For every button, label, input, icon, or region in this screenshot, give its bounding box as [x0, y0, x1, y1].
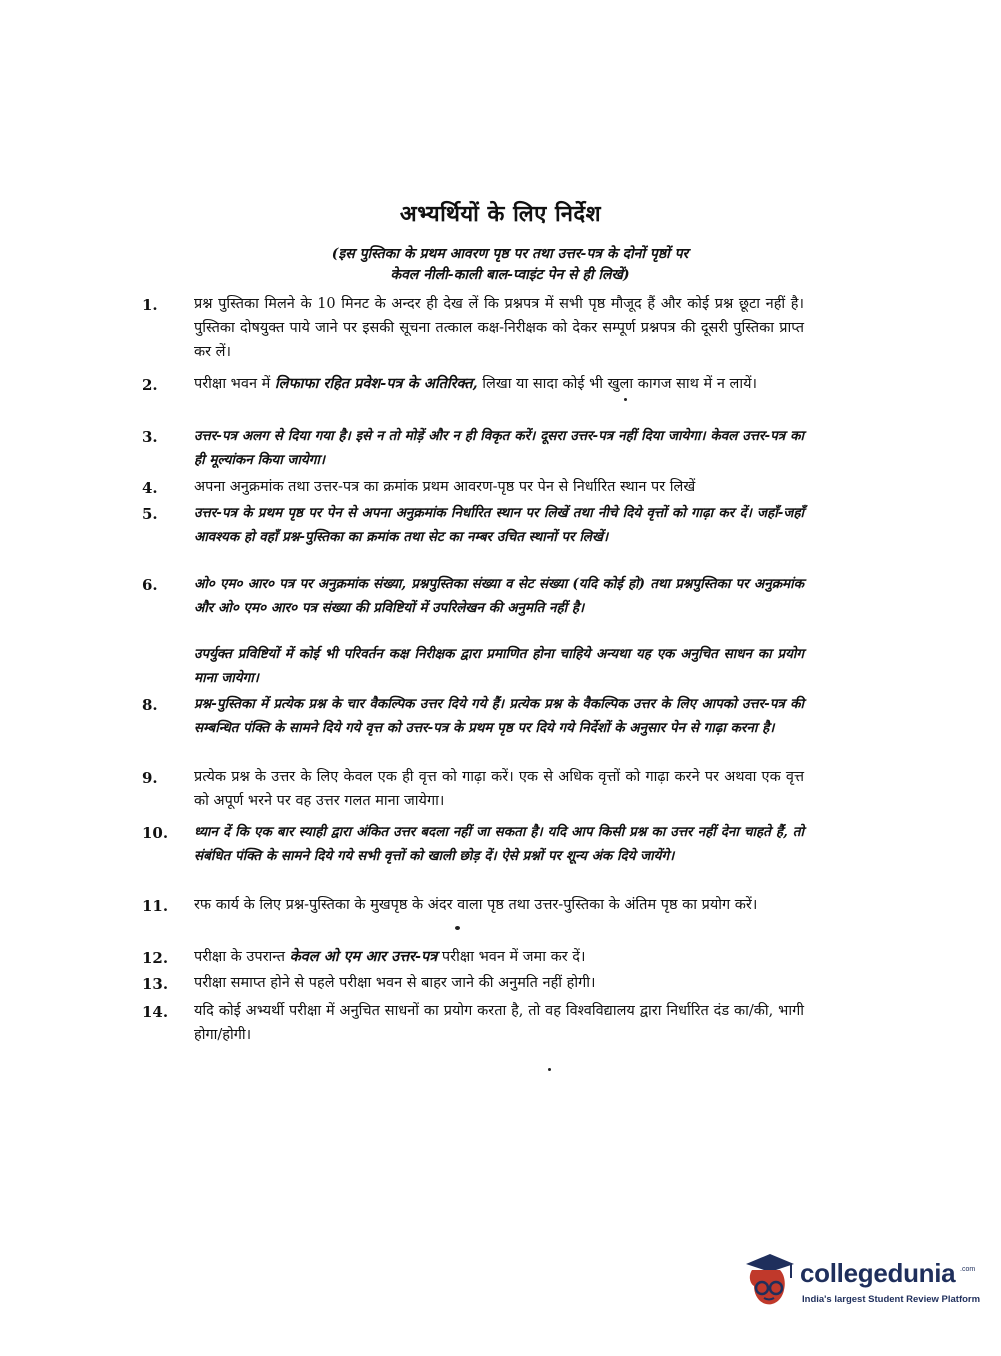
instruction-item [142, 765, 812, 813]
logo-domain: .com [960, 1266, 976, 1273]
instruction-text: परीक्षा समाप्त होने से पहले परीक्षा भवन से बाहर जाने की अनुमति नहीं होगी। [194, 975, 596, 991]
subtitle-line-1: (इस पुस्तिका के प्रथम आवरण पृष्ठ पर तथा उत्तर-पत्र के दोनों पृष्ठों पर [331, 246, 689, 262]
instruction-text-pre: परीक्षा भवन में [194, 376, 271, 392]
instruction-item [142, 372, 812, 396]
instruction-text: प्रत्येक प्रश्न के उत्तर के लिए केवल एक ही वृत्त को गाढ़ा करें। एक से अधिक वृत्तों को गाढ़ा करने पर अथवा एक वृत्त को अपूर्ण भरने पर वह उत्तर गलत माना जायेगा। [194, 769, 804, 809]
instruction-text: प्रश्न-पुस्तिका में प्रत्येक प्रश्न के चार वैकल्पिक उत्तर दिये गये हैं। प्रत्येक प्रश्न के वैकल्पिक उत्तर के लिए आपको उत्तर-पत्र की सम्बन्धित पंक्ति के सामने दिये गये वृत्त को उत्तर-पत्र के प्रथम पृष्ठ पर दिये गये निर्देशों के अनुसार पेन से गाढ़ा करना है। [194, 696, 804, 736]
instruction-item [142, 292, 812, 364]
instruction-number: 4. [142, 479, 158, 497]
instruction-text-pre: परीक्षा के उपरान्त [194, 949, 286, 965]
collegedunia-logo [740, 1250, 981, 1316]
scan-speck [624, 398, 627, 401]
page-title: अभ्यर्थियों के लिए निर्देश [399, 201, 602, 227]
instruction-text-post: परीक्षा भवन में जमा कर दें। [441, 949, 586, 965]
instruction-item [142, 572, 812, 620]
logo-tagline: India's largest Student Review Platform [802, 1294, 981, 1305]
instruction-text [194, 945, 804, 969]
scan-speck [548, 1068, 551, 1071]
instruction-item [142, 424, 812, 472]
logo-name: collegedunia [800, 1258, 956, 1288]
instruction-item [142, 971, 812, 995]
instruction-item [142, 692, 812, 740]
instruction-item [142, 893, 812, 917]
instruction-item [142, 999, 812, 1047]
instruction-text [194, 372, 804, 396]
instruction-note: उपर्युक्त प्रविष्टियों में कोई भी परिवर्तन कक्ष निरीक्षक द्वारा प्रमाणित होना चाहिये अन्यथा यह एक अनुचित साधन का प्रयोग माना जायेगा। [194, 646, 804, 686]
instruction-text-post: लिखा या सादा कोई भी खुला कागज साथ में न लायें। [482, 376, 757, 392]
instruction-number: 1. [142, 296, 158, 314]
instruction-number: 13. [142, 975, 169, 993]
instruction-number: 9. [142, 769, 158, 787]
instruction-text: उत्तर-पत्र के प्रथम पृष्ठ पर पेन से अपना अनुक्रमांक निर्धारित स्थान पर लिखें तथा नीचे दिये वृत्तों को गाढ़ा कर दें। जहाँ-जहाँ आवश्यक हो वहाँ प्रश्न-पुस्तिका का क्रमांक तथा सेट का नम्बर उचित स्थानों पर लिखें। [194, 505, 804, 545]
instruction-item [142, 475, 812, 499]
instruction-item [142, 945, 812, 969]
subtitle-line-2: केवल नीली-काली बाल-प्वाइंट पेन से ही लिखें) [390, 267, 630, 283]
instruction-text: प्रश्न पुस्तिका मिलने के 10 मिनट के अन्दर ही देख लें कि प्रश्नपत्र में सभी पृष्ठ मौजूद हैं और कोई प्रश्न छूटा नहीं है। पुस्तिका दोषयुक्त पाये जाने पर इसकी सूचना तत्काल कक्ष-निरीक्षक को देकर सम्पूर्ण प्रश्नपत्र की दूसरी पुस्तिका प्राप्त कर लें। [194, 296, 804, 360]
instruction-text: रफ कार्य के लिए प्रश्न-पुस्तिका के मुखपृष्ठ के अंदर वाला पृष्ठ तथा उत्तर-पुस्तिका के अंतिम पृष्ठ का प्रयोग करें। [194, 897, 758, 913]
instruction-number: 3. [142, 428, 158, 446]
instruction-number: 6. [142, 576, 158, 594]
instruction-text-emphasis: लिफाफा रहित प्रवेश-पत्र के अतिरिक्त, [274, 375, 478, 392]
instruction-text-emphasis: केवल ओ एम आर उत्तर-पत्र [289, 948, 438, 965]
instruction-text: उत्तर-पत्र अलग से दिया गया है। इसे न तो मोड़ें और न ही विकृत करें। दूसरा उत्तर-पत्र नहीं दिया जायेगा। केवल उत्तर-पत्र का ही मूल्यांकन किया जायेगा। [194, 428, 804, 468]
instruction-text: अपना अनुक्रमांक तथा उत्तर-पत्र का क्रमांक प्रथम आवरण-पृष्ठ पर पेन से निर्धारित स्थान पर लिखें [194, 479, 696, 495]
scan-speck [455, 926, 460, 930]
instruction-number: 11. [142, 897, 169, 915]
instruction-item [142, 501, 812, 549]
instruction-number: 2. [142, 376, 158, 394]
instruction-number: 14. [142, 1003, 169, 1021]
instruction-text: यदि कोई अभ्यर्थी परीक्षा में अनुचित साधनों का प्रयोग करता है, तो वह विश्वविद्यालय द्वारा निर्धारित दंड का/की, भागी होगा/होगी। [194, 1003, 804, 1043]
mascot-icon [740, 1250, 798, 1312]
instruction-number: 12. [142, 949, 169, 967]
instruction-text: ध्यान दें कि एक बार स्याही द्वारा अंकित उत्तर बदला नहीं जा सकता है। यदि आप किसी प्रश्न का उत्तर नहीं देना चाहते हैं, तो संबंधित पंक्ति के सामने दिये गये सभी वृत्तों को खाली छोड़ दें। ऐसे प्रश्नों पर शून्य अंक दिये जायेंगे। [194, 824, 804, 864]
instruction-number: 10. [142, 824, 169, 842]
instruction-item [142, 820, 812, 868]
instruction-text: ओ० एम० आर० पत्र पर अनुक्रमांक संख्या, प्रश्नपुस्तिका संख्या व सेट संख्या (यदि कोई हो) तथा प्रश्नपुस्तिका पर अनुक्रमांक और ओ० एम० आर० पत्र संख्या की प्रविष्टियों में उपरिलेखन की अनुमति नहीं है। [194, 576, 804, 616]
instruction-number: 8. [142, 696, 158, 714]
instruction-number: 5. [142, 505, 158, 523]
